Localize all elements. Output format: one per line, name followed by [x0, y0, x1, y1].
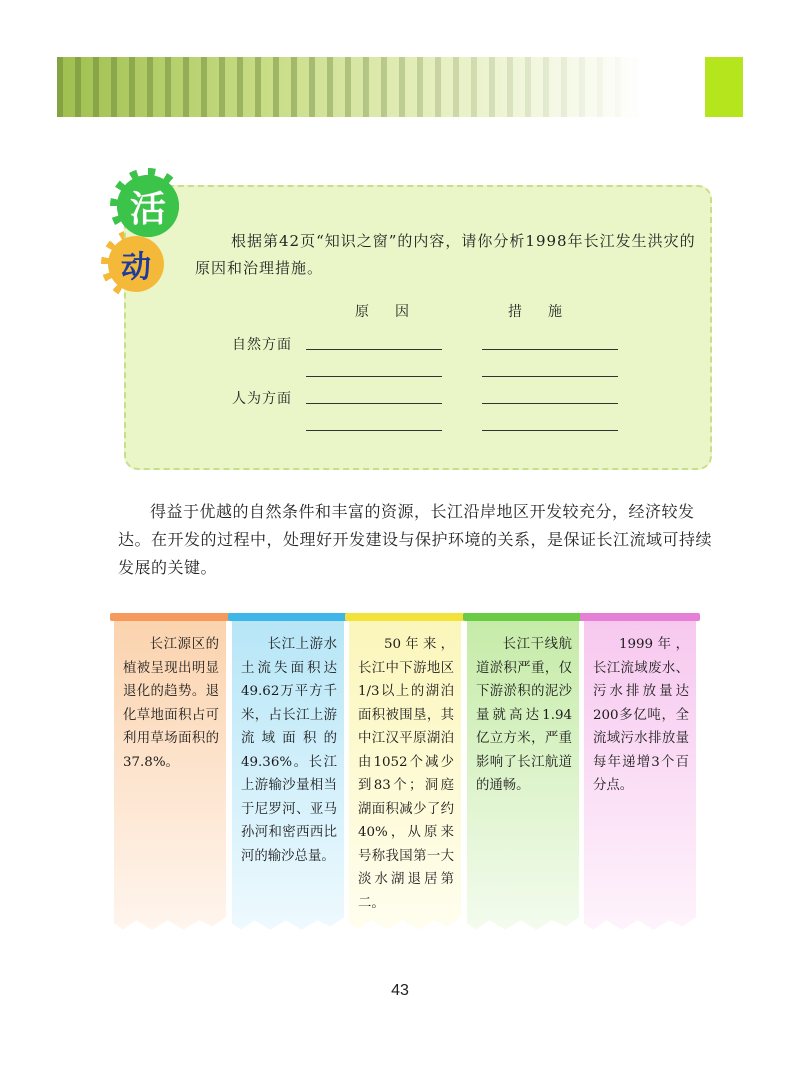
row-label-human: 人为方面	[232, 391, 292, 407]
page-number: 43	[391, 982, 409, 999]
answer-blank-line[interactable]	[306, 349, 442, 350]
column-header-measure: 措 施	[508, 304, 568, 320]
fact-card-channel-siltation	[467, 613, 579, 943]
card-text: 长江源区的植被呈现出明显退化的趋势。退化草地面积占可利用草场面积的37.8%。	[123, 637, 219, 770]
answer-blank-line[interactable]	[482, 349, 618, 350]
answer-blank-line[interactable]	[482, 376, 618, 377]
activity-prompt: 根据第42页“知识之窗”的内容，请你分析1998年长江发生洪灾的原因和治理措施。	[195, 232, 696, 277]
body-paragraph: 得益于优越的自然条件和丰富的资源，长江沿岸地区开发较充分，经济较发达。在开发的过程中，处理好开发建设与保护环境的关系，是保证长江流域可持续发展的关键。	[118, 502, 713, 577]
fact-card-source-vegetation	[114, 613, 226, 943]
answer-blank-line[interactable]	[482, 403, 618, 404]
answer-blank-line[interactable]	[482, 430, 618, 431]
answer-blank-line[interactable]	[306, 430, 442, 431]
column-header-cause: 原 因	[355, 304, 415, 320]
activity-gear-icon: 活	[117, 175, 179, 237]
fact-card-wastewater	[584, 613, 696, 943]
card-text: 50年来，长江中下游地区1/3以上的湖泊面积被围垦，其中江汉平原湖泊由1052个减少到83个；洞庭湖面积减少了约40%，从原来号称我国第一大淡水湖退居第二。	[358, 637, 454, 911]
card-text: 长江上游水土流失面积达49.62万平方千米，占长江上游流域面积的49.36%。长江上游输沙量相当于尼罗河、亚马孙河和密西西比河的输沙总量。	[241, 637, 337, 864]
card-text: 1999年，长江流域废水、污水排放量达200多亿吨，全流域污水排放量每年递增3个百分点。	[593, 637, 689, 793]
activity-gear-icon-small: 动	[108, 236, 164, 292]
row-label-natural: 自然方面	[232, 337, 292, 353]
header-banner-image	[57, 57, 643, 117]
header-accent-square	[705, 57, 743, 117]
card-text: 长江干线航道淤积严重，仅下游淤积的泥沙量就高达1.94亿立方米，严重影响了长江航道的通畅。	[476, 637, 572, 793]
fact-card-lake-reclamation	[349, 613, 461, 943]
fact-card-soil-erosion	[232, 613, 344, 943]
answer-blank-line[interactable]	[306, 376, 442, 377]
answer-blank-line[interactable]	[306, 403, 442, 404]
